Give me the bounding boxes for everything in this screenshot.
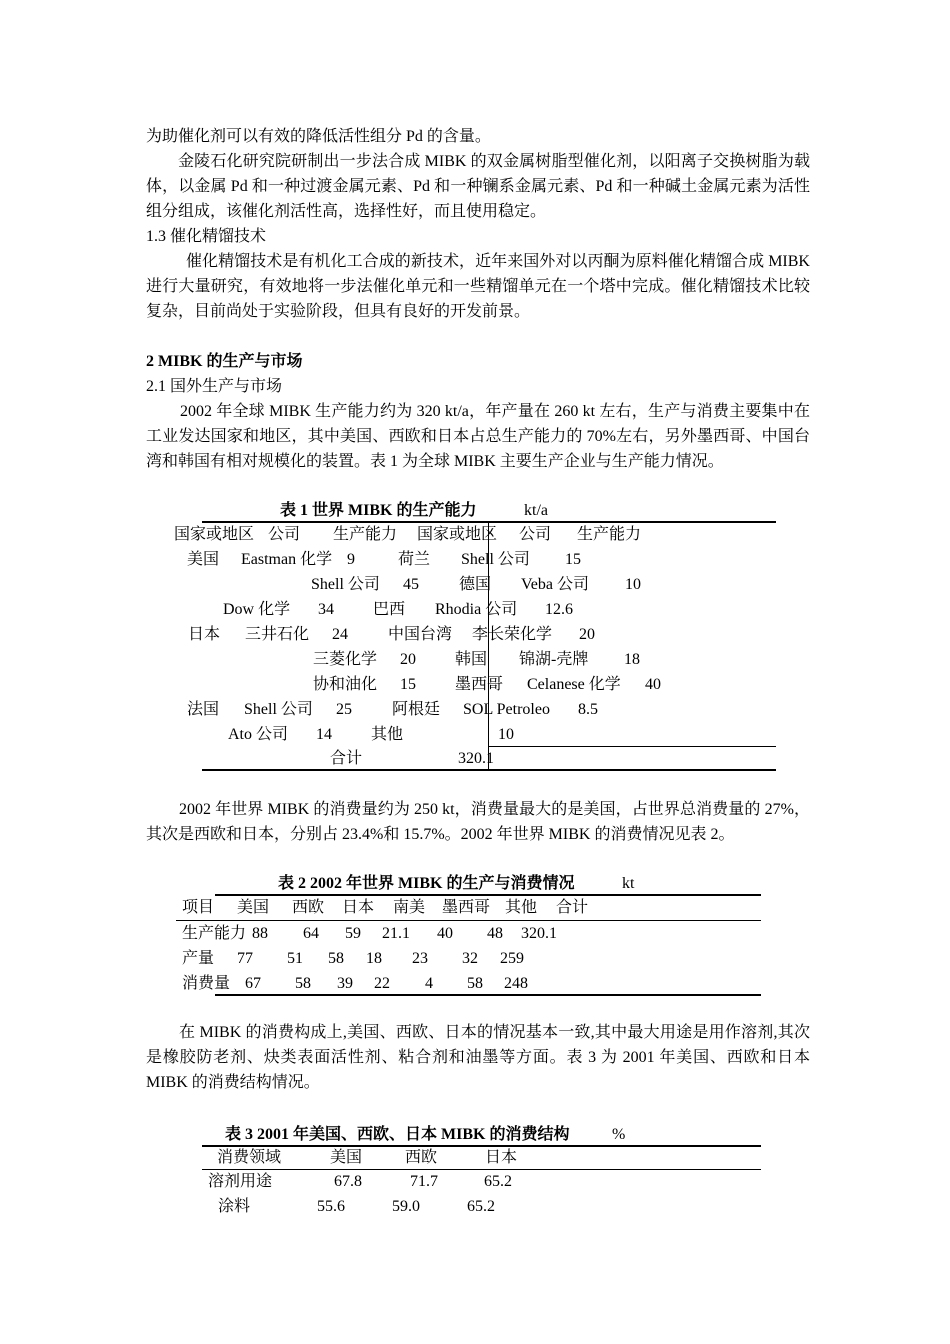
- table-cell: 71.7: [410, 1173, 438, 1190]
- table-1-header: 国家或地区: [174, 526, 255, 543]
- table-3-header: 日本: [485, 1149, 518, 1166]
- table-cell: 88: [252, 925, 268, 942]
- table-cell: Celanese 化学: [527, 676, 621, 693]
- table-1-title: 表 1 世界 MIBK 的生产能力: [280, 502, 477, 519]
- table-cell: 23: [412, 950, 428, 967]
- table-cell: 锦湖-壳牌: [519, 651, 589, 668]
- table-1-total-label: 合计: [330, 750, 363, 767]
- table-2-header: 日本: [342, 899, 375, 916]
- table-cell: 40: [645, 676, 661, 693]
- table-cell: 65.2: [484, 1173, 512, 1190]
- table-1-total-value: 320.1: [458, 750, 494, 767]
- table-cell: 34: [318, 601, 334, 618]
- table-3-title: 表 3 2001 年美国、西欧、日本 MIBK 的消费结构: [225, 1126, 570, 1143]
- table-1-header: 公司: [519, 526, 552, 543]
- table-cell: 生产能力: [182, 925, 247, 942]
- table-cell: 14: [316, 726, 332, 743]
- table-3-unit: %: [612, 1126, 626, 1143]
- table-3-header: 美国: [330, 1149, 363, 1166]
- table-cell: 巴西: [373, 601, 406, 618]
- paragraph-catalyst: 金陵石化研究院研制出一步法合成 MIBK 的双金属树脂型催化剂，以阳离子交换树脂为载体，以金属 Pd 和一种过渡金属元素、Pd 和一种镧系金属元素、Pd 和一种碱土金属元素为活性组分组成，该催化剂活性高，选择性好，而且使用稳定。: [146, 153, 810, 220]
- table-cell: 溶剂用途: [208, 1173, 273, 1190]
- table-cell: 德国: [459, 576, 492, 593]
- table-cell: 59: [345, 925, 361, 942]
- section-heading-2-1: 2.1 国外生产与市场: [146, 378, 283, 395]
- table-cell: 20: [400, 651, 416, 668]
- table-cell: 10: [625, 576, 641, 593]
- table-cell: 77: [237, 950, 253, 967]
- table-cell: Shell 公司: [311, 576, 380, 593]
- table-cell: 40: [437, 925, 453, 942]
- table-2-header: 墨西哥: [442, 899, 491, 916]
- table-cell: 39: [337, 975, 353, 992]
- table-cell: Shell 公司: [461, 551, 530, 568]
- table-1-header: 公司: [268, 526, 301, 543]
- table-cell: 10: [498, 726, 514, 743]
- table-cell: 三井石化: [245, 626, 310, 643]
- table-cell: 67.8: [334, 1173, 362, 1190]
- table-cell: 12.6: [545, 601, 573, 618]
- table-cell: 日本: [188, 626, 221, 643]
- table-cell: 55.6: [317, 1198, 345, 1215]
- paragraph-structure: 在 MIBK 的消费构成上,美国、西欧、日本的情况基本一致,其中最大用途是用作溶剂,其次是橡胶防老剂、炔类表面活性剂、粘合剂和油墨等方面。表 3 为 2001 年美国、西欧和日本 MIBK 的消费结构情况。: [146, 1024, 810, 1091]
- table-cell: Rhodia 公司: [435, 601, 518, 618]
- table-cell: 协和油化: [313, 676, 378, 693]
- table-cell: 韩国: [455, 651, 488, 668]
- table-2-top-rule: [215, 894, 761, 896]
- table-cell: 58: [328, 950, 344, 967]
- table-cell: 9: [347, 551, 355, 568]
- table-3-header: 西欧: [405, 1149, 438, 1166]
- table-cell: 64: [303, 925, 319, 942]
- table-cell: 中国台湾: [388, 626, 453, 643]
- paragraph-consumption: 2002 年世界 MIBK 的消费量约为 250 kt，消费量最大的是美国，占世界总消费量的 27%，其次是西欧和日本，分别占 23.4%和 15.7%。2002 年世界 MIBK 的消费情况见表 2。: [146, 801, 810, 843]
- table-cell: 美国: [187, 551, 220, 568]
- table-cell: 8.5: [578, 701, 598, 718]
- table-cell: 18: [624, 651, 640, 668]
- table-1-header: 生产能力: [577, 526, 642, 543]
- paragraph-distillation: 催化精馏技术是有机化工合成的新技术，近年来国外对以丙酮为原料催化精馏合成 MIBK 进行大量研究，有效地将一步法催化单元和一些精馏单元在一个塔中完成。催化精馏技术比较复杂，目前尚处于实验阶段，但具有良好的开发前景。: [146, 253, 810, 320]
- table-cell: 248: [504, 975, 528, 992]
- table-cell: 51: [287, 950, 303, 967]
- table-cell: Shell 公司: [244, 701, 313, 718]
- table-cell: 4: [425, 975, 433, 992]
- table-2-header: 南美: [393, 899, 426, 916]
- table-cell: 58: [467, 975, 483, 992]
- table-cell: 65.2: [467, 1198, 495, 1215]
- table-cell: 15: [565, 551, 581, 568]
- table-cell: SOL Petroleo: [463, 701, 550, 718]
- table-2-title: 表 2 2002 年世界 MIBK 的生产与消费情况: [278, 875, 575, 892]
- table-cell: 其他: [371, 726, 404, 743]
- table-cell: 墨西哥: [455, 676, 504, 693]
- table-cell: 21.1: [382, 925, 410, 942]
- table-cell: 涂料: [218, 1198, 251, 1215]
- section-heading-2: 2 MIBK 的生产与市场: [146, 353, 303, 370]
- table-cell: 320.1: [521, 925, 557, 942]
- table-1-header: 生产能力: [333, 526, 398, 543]
- table-cell: 67: [245, 975, 261, 992]
- table-cell: 58: [295, 975, 311, 992]
- table-2-header: 美国: [237, 899, 270, 916]
- table-cell: 259: [500, 950, 524, 967]
- table-1-total-rule: [488, 746, 776, 747]
- table-2-unit: kt: [622, 875, 635, 892]
- table-cell: 产量: [182, 950, 215, 967]
- paragraph-capacity: 2002 年全球 MIBK 生产能力约为 320 kt/a，年产量在 260 kt 左右，生产与消费主要集中在工业发达国家和地区，其中美国、西欧和日本占总生产能力的 70%左右，另外墨西哥、中国台湾和韩国有相对规模化的装置。表 1 为全球 MIBK 主要生产企业与生产能力情况。: [146, 403, 810, 470]
- paragraph-fragment: 为助催化剂可以有效的降低活性组分 Pd 的含量。: [146, 128, 491, 145]
- table-cell: Eastman 化学: [241, 551, 333, 568]
- table-cell: 24: [332, 626, 348, 643]
- table-cell: 15: [400, 676, 416, 693]
- table-cell: 45: [403, 576, 419, 593]
- table-3-header: 消费领域: [217, 1149, 282, 1166]
- table-cell: 18: [366, 950, 382, 967]
- table-cell: 荷兰: [398, 551, 431, 568]
- table-2-header: 项目: [182, 899, 215, 916]
- table-3-header-rule: [202, 1169, 761, 1170]
- table-2-header: 其他: [505, 899, 538, 916]
- table-2-header: 西欧: [292, 899, 325, 916]
- table-cell: 阿根廷: [392, 701, 441, 718]
- table-1-header: 国家或地区: [417, 526, 498, 543]
- table-cell: Dow 化学: [223, 601, 291, 618]
- table-cell: 32: [462, 950, 478, 967]
- table-1-top-rule: [202, 521, 776, 523]
- table-cell: 李长荣化学: [472, 626, 553, 643]
- table-cell: 22: [374, 975, 390, 992]
- table-cell: 法国: [187, 701, 220, 718]
- table-cell: 48: [487, 925, 503, 942]
- table-2-header: 合计: [556, 899, 589, 916]
- table-cell: Veba 公司: [521, 576, 589, 593]
- table-cell: 20: [579, 626, 595, 643]
- table-1-unit: kt/a: [524, 502, 548, 519]
- table-3-top-rule: [202, 1145, 761, 1147]
- table-cell: Ato 公司: [228, 726, 289, 743]
- table-2-header-rule: [176, 920, 761, 921]
- table-cell: 59.0: [392, 1198, 420, 1215]
- section-heading-1-3: 1.3 催化精馏技术: [146, 228, 267, 245]
- table-cell: 消费量: [182, 975, 231, 992]
- table-cell: 三菱化学: [313, 651, 378, 668]
- table-cell: 25: [336, 701, 352, 718]
